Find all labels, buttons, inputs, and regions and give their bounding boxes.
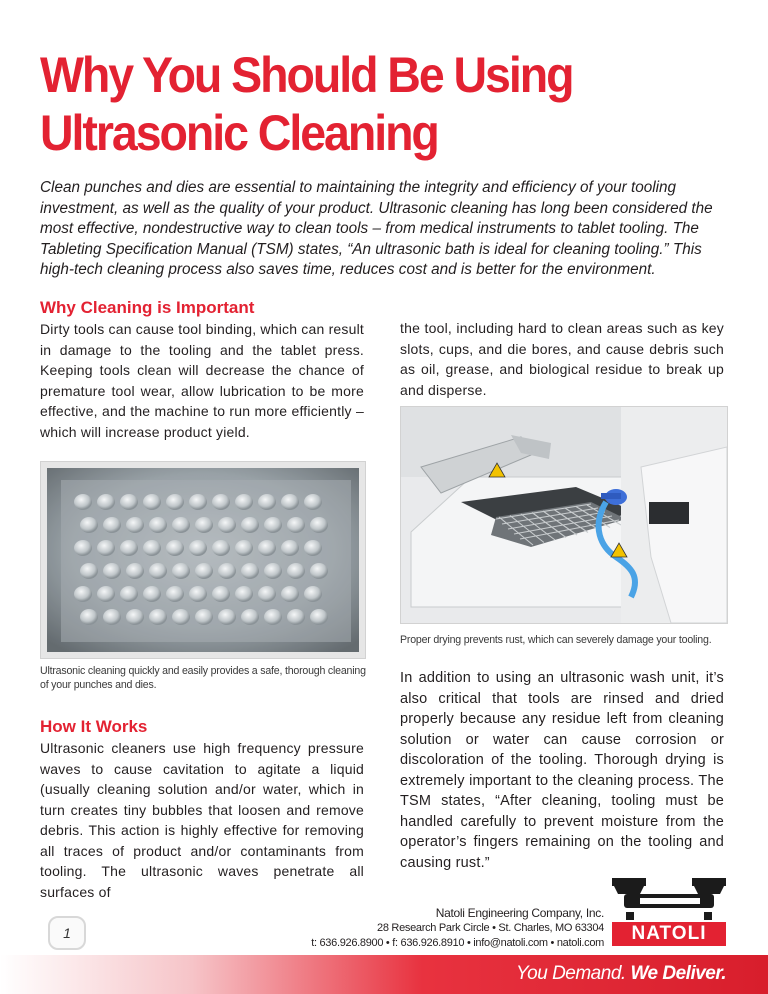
page-title <box>40 46 691 162</box>
heading-how-it-works: How It Works <box>40 717 148 736</box>
tagline <box>516 962 726 986</box>
logo-wordmark: NATOLI <box>631 923 707 944</box>
right-photo-caption: Proper drying prevents rust, which can severely damage your tooling. <box>400 634 712 646</box>
why-cleaning-continued: the tool, including hard to clean areas such as key slots, cups, and die bores, and cause debris such as oil, grease, and biological residue to break up and disperse. <box>400 320 724 398</box>
punch-tray-image <box>41 462 365 658</box>
how-it-works-body: Ultrasonic cleaners use high frequency pressure waves to cause cavitation to agitate a liquid (usually cleaning solution and/or water, which in turn creates tiny bubbles that loosen and remove debris. This action is highly effective for removing all traces of product and/or contaminants from tooling. The ultrasonic waves penetrate all surfaces of <box>40 740 364 900</box>
company-address: 28 Research Park Circle • St. Charles, MO 63304 <box>377 922 604 934</box>
title-line-1: Why You Should Be Using <box>40 47 573 103</box>
natoli-logo <box>610 878 728 948</box>
intro-paragraph: Clean punches and dies are essential to maintaining the integrity and efficiency of your tooling investment, as well as the quality of your product. Ultrasonic cleaning has long been considered the most effective, nondestructive way to clean tools – from medical instruments to tablet tooling. The Tableting Specification Manual (TSM) states, “An ultrasonic bath is ideal for cleaning tooling.” This high-tech cleaning process also saves time, reduces cost and is better for the environment. <box>40 179 713 279</box>
heading-why-cleaning: Why Cleaning is Important <box>40 298 255 317</box>
left-photo-caption: Ultrasonic cleaning quickly and easily provides a safe, thorough cleaning of your punches and dies. <box>40 665 366 691</box>
left-column <box>40 298 364 442</box>
cleaning-machine-image <box>401 407 727 623</box>
company-name: Natoli Engineering Company, Inc. <box>435 906 604 920</box>
right-column <box>400 318 724 400</box>
tagline-bold: We Deliver. <box>630 963 726 984</box>
tagline-light: You Demand. <box>516 963 626 984</box>
company-contact: t: 636.926.8900 • f: 636.926.8910 • info@natoli.com • natoli.com <box>311 937 604 949</box>
drying-photo <box>400 406 728 624</box>
ultrasonic-tray-photo <box>40 461 366 659</box>
why-cleaning-body: Dirty tools can cause tool binding, which can result in damage to the tooling and the tablet press. Keeping tools clean will decrease the chance of premature tool wear, allow lubrication to be more effective, and the machine to run more efficiently – which will increase product yield. <box>40 321 365 440</box>
company-info <box>311 906 604 951</box>
page-number: 1 <box>48 916 86 950</box>
drying-body: In addition to using an ultrasonic wash unit, it’s also critical that tools are rinsed and dried properly because any residue left from cleaning solution or water can cause corrosion or discoloration of the tooling. Thorough drying is extremely important to the cleaning process. The TSM states, “After cleaning, tooling must be handled carefully to prevent moisture from the operator’s fingers remaining on the tooling and causing rust.” <box>400 670 724 871</box>
how-it-works-section <box>40 717 364 902</box>
title-line-2: Ultrasonic Cleaning <box>40 105 438 161</box>
